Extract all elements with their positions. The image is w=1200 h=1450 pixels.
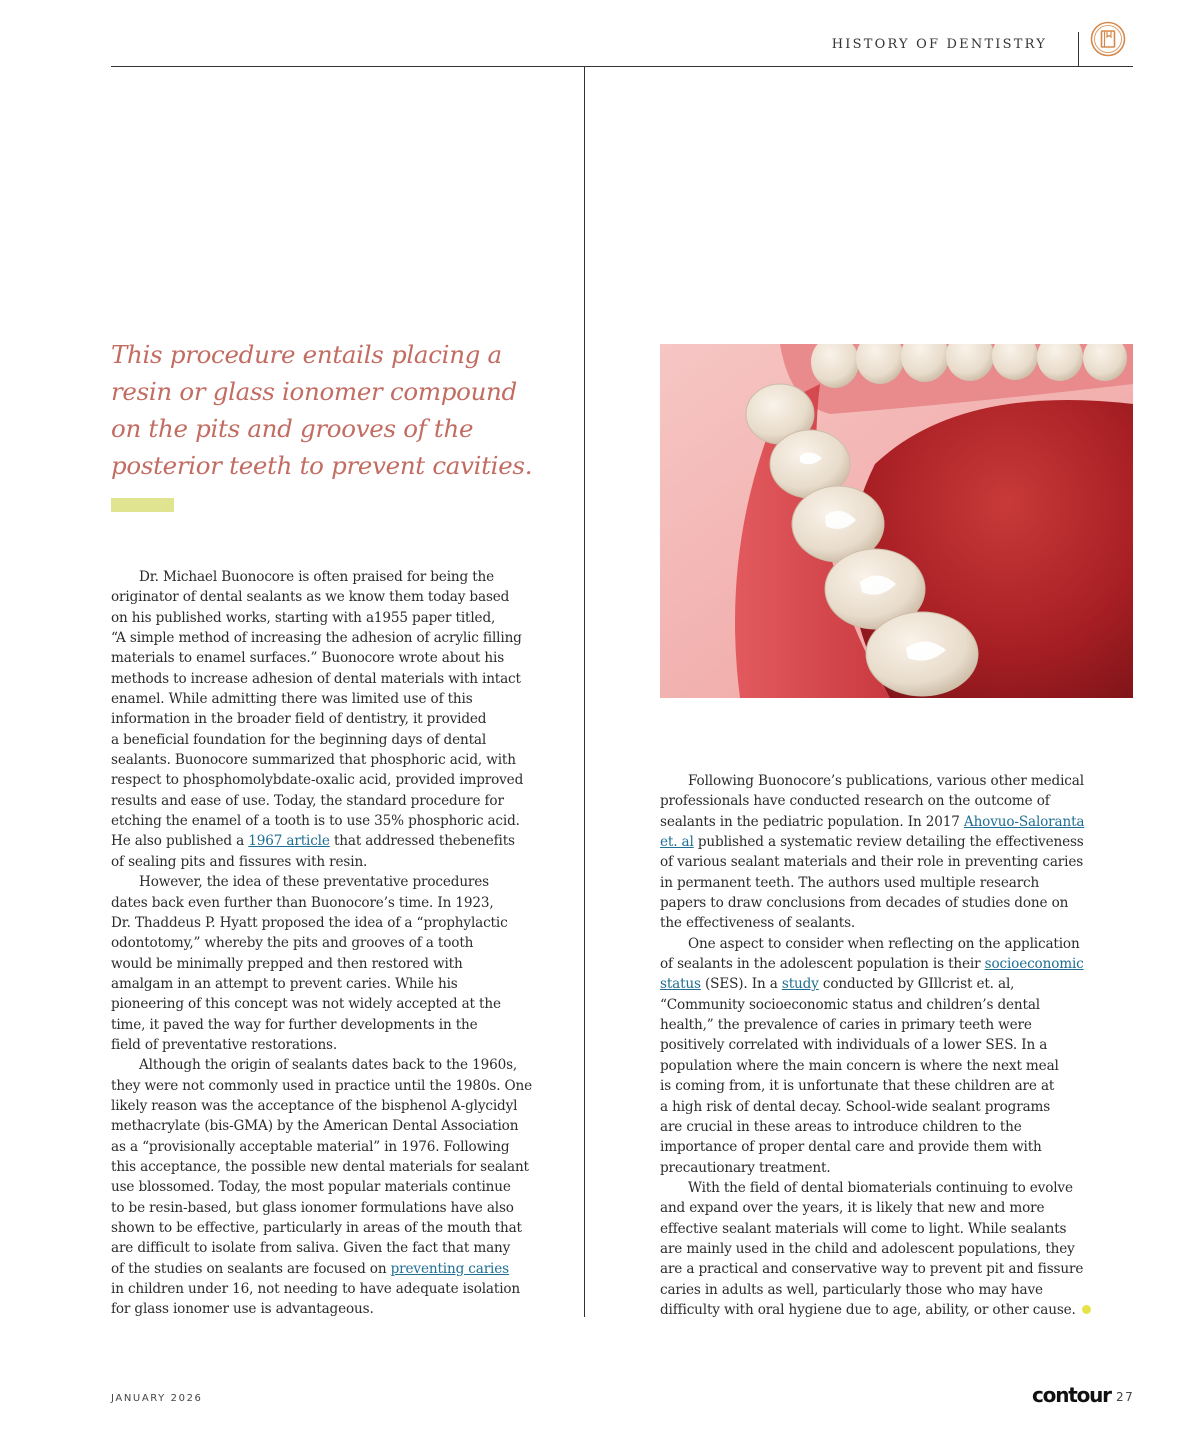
text-line: are crucial in these areas to introduce children to the [660,1118,1022,1135]
text-run: of the studies on sealants are focused on [111,1260,391,1277]
text-line: a beneficial foundation for the beginning days of dental [111,731,487,748]
text-line: Following Buonocore’s publications, various other medical [688,773,1084,789]
text-line: this acceptance, the possible new dental materials for sealant [111,1158,529,1175]
section-title: HISTORY OF DENTISTRY [831,37,1047,52]
paragraph [111,872,521,1055]
socioeconomic-status-link[interactable]: status [660,976,701,993]
ahovuo-saloranta-link[interactable]: Ahovuo-Saloranta [963,813,1085,830]
text-line: population where the main concern is where the next meal [660,1057,1059,1074]
socioeconomic-status-link[interactable]: socioeconomic [984,956,1084,973]
header-rule [111,66,1133,67]
text-line: papers to draw conclusions from decades of studies done on [660,895,1069,912]
text-line [660,1300,1080,1320]
text-line: importance of proper dental care and provide them with [660,1139,1042,1156]
text-line: sealants. Buonocore summarized that phosphoric acid, with [111,752,516,769]
text-line: Dr. Michael Buonocore is often praised for being the [139,569,495,585]
pull-quote-line: on the pits and grooves of the [111,414,474,443]
text-line: Although the origin of sealants dates back to the 1960s, [139,1057,518,1074]
pull-quote [111,336,541,484]
1967-article-link[interactable]: 1967 article [248,833,330,850]
study-link[interactable]: study [781,976,819,993]
text-line: of sealing pits and fissures with resin. [111,853,368,870]
text-line: dates back even further than Buonocore’s time. In 1923, [111,894,494,911]
text-run: conducted by GIllcrist et. al, [818,976,1015,993]
text-line: time, it paved the way for further developments in the [111,1016,478,1033]
end-of-article-dot [1082,1305,1091,1314]
text-line: health,” the prevalence of caries in primary teeth were [660,1017,1032,1034]
accent-bar [111,498,174,512]
text-line: One aspect to consider when reflecting on the application [688,935,1080,952]
text-line: use blossomed. Today, the most popular materials continue [111,1179,511,1196]
text-line: positively correlated with individuals of a lower SES. In a [660,1037,1048,1054]
text-line: are a practical and conservative way to prevent pit and fissure [660,1261,1084,1278]
text-run: sealants in the pediatric population. In 2017 [660,813,964,830]
text-line: enamel. While admitting there was limited use of this [111,691,473,708]
text-line: a high risk of dental decay. School-wide sealant programs [660,1098,1051,1115]
page-number: 27 [1116,1390,1135,1404]
text-line: etching the enamel of a tooth is to use 35% phosphoric acid. [111,813,520,830]
header-divider [1078,32,1079,66]
text-line: results and ease of use. Today, the standard procedure for [111,792,504,809]
text-line: they were not commonly used in practice until the 1980s. One [111,1077,533,1094]
text-line: materials to enamel surfaces.” Buonocore wrote about his [111,650,505,667]
text-line: in children under 16, not needing to have adequate isolation [111,1281,521,1298]
text-line: the effectiveness of sealants. [660,915,856,932]
et-al-link[interactable]: et. al [660,834,694,851]
text-run: that addressed thebenefits [329,833,515,850]
issue-date: JANUARY 2026 [111,1393,203,1404]
text-line: odontotomy,” whereby the pits and grooves of a tooth [111,935,474,952]
text-line: respect to phosphomolybdate-oxalic acid, provided improved [111,772,524,789]
text-line: to be resin-based, but glass ionomer formulations have also [111,1199,514,1216]
text-line [111,1259,521,1279]
text-line: is coming from, it is unfortunate that these children are at [660,1078,1055,1095]
text-run: of sealants in the adolescent population is their [660,956,985,973]
text-line: and expand over the years, it is likely that new and more [660,1200,1045,1217]
text-line: originator of dental sealants as we know them today based [111,589,510,606]
paragraph [660,1178,1084,1320]
text-run: He also published a [111,833,249,850]
pull-quote-line: This procedure entails placing a [111,340,502,369]
text-line: field of preventative restorations. [111,1036,338,1053]
text-line: methods to increase adhesion of dental materials with intact [111,670,521,687]
text-line: However, the idea of these preventative procedures [139,874,489,891]
text-run: published a systematic review detailing the effectiveness [693,834,1084,851]
column-divider [584,67,585,1317]
paragraph [111,1055,533,1319]
paragraph [111,567,524,872]
paragraph [660,771,1085,934]
right-column [660,771,1085,1320]
text-line: caries in adults as well, particularly those who may have [660,1281,1043,1298]
text-line: Dr. Thaddeus P. Hyatt proposed the idea of a “prophylactic [111,914,508,931]
text-line: “A simple method of increasing the adhesion of acrylic filling [111,630,522,647]
text-line: would be minimally prepped and then restored with [111,955,463,972]
text-line: are difficult to isolate from saliva. Given the fact that many [111,1240,511,1257]
text-line: pioneering of this concept was not widely accepted at the [111,996,501,1013]
pull-quote-line: posterior teeth to prevent cavities. [111,451,533,480]
paragraph [660,934,1084,1178]
pull-quote-line: resin or glass ionomer compound [111,377,517,406]
teeth-illustration [660,344,1133,698]
text-line: likely reason was the acceptance of the bisphenol A-glycidyl [111,1097,518,1114]
text-run: (SES). In a [700,976,782,993]
text-line: in permanent teeth. The authors used multiple research [660,874,1040,891]
text-line: “Community socioeconomic status and children’s dental [660,996,1040,1013]
preventing-caries-link[interactable]: preventing caries [390,1260,509,1277]
magazine-logo: contour [1032,1383,1111,1407]
text-line: effective sealant materials will come to light. While sealants [660,1220,1067,1237]
text-line: amalgam in an attempt to prevent caries. While his [111,975,458,992]
text-line: shown to be effective, particularly in areas of the mouth that [111,1220,522,1236]
text-line: for glass ionomer use is advantageous. [111,1301,374,1318]
text-line [111,831,521,851]
text-line [660,812,1085,832]
left-column [111,567,533,1320]
text-line [660,954,1084,974]
text-line [660,832,1084,852]
text-line: on his published works, starting with a1955 paper titled, [111,609,496,626]
text-line: professionals have conducted research on the outcome of [660,793,1050,810]
text-line: are mainly used in the child and adolescent populations, they [660,1240,1075,1257]
text-line: methacrylate (bis-GMA) by the American Dental Association [111,1118,519,1135]
text-run: difficulty with oral hygiene due to age, ability, or other cause. [660,1301,1076,1318]
text-line: precautionary treatment. [660,1159,831,1176]
text-line: information in the broader field of dentistry, it provided [111,711,487,728]
text-line: of various sealant materials and their role in preventing caries [660,854,1084,871]
text-line [660,974,1080,994]
book-icon [1090,21,1126,57]
text-line: as a “provisionally acceptable material” in 1976. Following [111,1138,510,1155]
text-line: With the field of dental biomaterials continuing to evolve [688,1179,1073,1196]
